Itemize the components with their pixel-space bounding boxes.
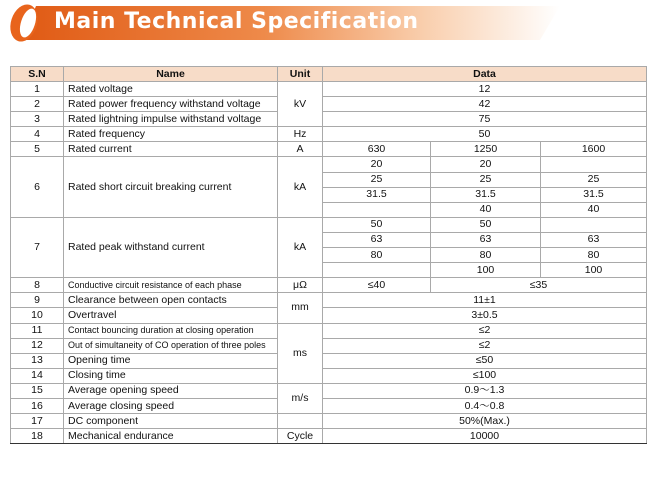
row-data: 63 — [541, 232, 647, 247]
table-row — [11, 368, 647, 383]
row-sn: 15 — [11, 383, 64, 398]
row-data: 12 — [323, 82, 647, 97]
row-data: 3±0.5 — [323, 308, 647, 323]
row-sn: 17 — [11, 414, 64, 429]
row-unit: Cycle — [278, 429, 323, 444]
row-data: 25 — [541, 172, 647, 187]
table-row — [11, 142, 647, 157]
row-unit: kA — [278, 217, 323, 277]
row-data: ≤40 — [323, 278, 431, 293]
row-data: 42 — [323, 97, 647, 112]
row-data: 75 — [323, 112, 647, 127]
row-sn: 1 — [11, 82, 64, 97]
row-data: 80 — [323, 248, 431, 263]
row-name: Out of simultaneity of CO operation of three poles — [64, 338, 278, 353]
row-data — [541, 157, 647, 172]
table-row — [11, 112, 647, 127]
col-sn-header: S.N — [11, 67, 64, 82]
row-name: Rated voltage — [64, 82, 278, 97]
row-data: 100 — [541, 263, 647, 278]
row-sn: 3 — [11, 112, 64, 127]
col-name-header: Name — [64, 67, 278, 82]
row-data: 1600 — [541, 142, 647, 157]
row-sn: 13 — [11, 353, 64, 368]
row-sn: 8 — [11, 278, 64, 293]
table-header-row — [11, 67, 647, 82]
col-unit-header: Unit — [278, 67, 323, 82]
table-row — [11, 353, 647, 368]
row-data: 25 — [431, 172, 541, 187]
row-name: Rated current — [64, 142, 278, 157]
row-name: Mechanical endurance — [64, 429, 278, 444]
row-data: 80 — [431, 248, 541, 263]
row-unit: Hz — [278, 127, 323, 142]
table-row — [11, 323, 647, 338]
table-row — [11, 398, 647, 413]
row-sn: 9 — [11, 293, 64, 308]
table-row — [11, 293, 647, 308]
table-row — [11, 383, 647, 398]
col-data-header: Data — [323, 67, 647, 82]
row-sn: 12 — [11, 338, 64, 353]
row-data: ≤35 — [431, 278, 647, 293]
table-row — [11, 217, 647, 232]
row-name: Conductive circuit resistance of each phase — [64, 278, 278, 293]
row-name: DC component — [64, 414, 278, 429]
row-data: 40 — [431, 202, 541, 217]
row-unit: m/s — [278, 383, 323, 413]
section-banner — [0, 0, 658, 50]
table-row — [11, 429, 647, 444]
table-row — [11, 127, 647, 142]
row-name: Rated short circuit breaking current — [64, 157, 278, 217]
page-title: Main Technical Specification — [54, 9, 419, 34]
row-data: 10000 — [323, 429, 647, 444]
spec-table — [10, 66, 647, 444]
table-row — [11, 82, 647, 97]
row-data: 50 — [323, 217, 431, 232]
row-data: 63 — [323, 232, 431, 247]
row-data — [541, 217, 647, 232]
row-data: 50%(Max.) — [323, 414, 647, 429]
row-data: 40 — [541, 202, 647, 217]
row-data: 31.5 — [431, 187, 541, 202]
row-sn: 16 — [11, 398, 64, 413]
row-name: Rated peak withstand current — [64, 217, 278, 277]
row-data: 11±1 — [323, 293, 647, 308]
row-name: Opening time — [64, 353, 278, 368]
row-name: Closing time — [64, 368, 278, 383]
row-data: 31.5 — [541, 187, 647, 202]
row-data — [323, 202, 431, 217]
row-sn: 4 — [11, 127, 64, 142]
row-sn: 2 — [11, 97, 64, 112]
row-name: Rated lightning impulse withstand voltage — [64, 112, 278, 127]
row-unit: kV — [278, 82, 323, 127]
row-name: Average closing speed — [64, 398, 278, 413]
row-data: ≤100 — [323, 368, 647, 383]
row-name: Overtravel — [64, 308, 278, 323]
row-data: 0.4～0.8 — [323, 398, 647, 413]
row-data: 25 — [323, 172, 431, 187]
row-unit: ms — [278, 323, 323, 383]
table-row — [11, 308, 647, 323]
row-data: 50 — [431, 217, 541, 232]
row-data: 80 — [541, 248, 647, 263]
table-row — [11, 157, 647, 172]
row-data: 31.5 — [323, 187, 431, 202]
row-sn: 7 — [11, 217, 64, 277]
row-data — [323, 263, 431, 278]
row-unit: A — [278, 142, 323, 157]
row-sn: 6 — [11, 157, 64, 217]
row-data: 0.9～1.3 — [323, 383, 647, 398]
row-data: ≤50 — [323, 353, 647, 368]
row-name: Contact bouncing duration at closing operation — [64, 323, 278, 338]
row-sn: 18 — [11, 429, 64, 444]
row-data: 20 — [431, 157, 541, 172]
row-unit — [278, 414, 323, 429]
row-sn: 5 — [11, 142, 64, 157]
row-data: 20 — [323, 157, 431, 172]
row-data: 50 — [323, 127, 647, 142]
row-name: Average opening speed — [64, 383, 278, 398]
row-data: ≤2 — [323, 323, 647, 338]
row-sn: 14 — [11, 368, 64, 383]
row-data: 100 — [431, 263, 541, 278]
row-unit: kA — [278, 157, 323, 217]
row-data: 630 — [323, 142, 431, 157]
row-data: ≤2 — [323, 338, 647, 353]
row-sn: 10 — [11, 308, 64, 323]
table-row — [11, 338, 647, 353]
table-row — [11, 414, 647, 429]
row-data: 63 — [431, 232, 541, 247]
row-sn: 11 — [11, 323, 64, 338]
row-name: Clearance between open contacts — [64, 293, 278, 308]
table-row — [11, 97, 647, 112]
row-name: Rated power frequency withstand voltage — [64, 97, 278, 112]
row-unit: mm — [278, 293, 323, 323]
row-name: Rated frequency — [64, 127, 278, 142]
row-data: 1250 — [431, 142, 541, 157]
table-row — [11, 278, 647, 293]
row-unit: μΩ — [278, 278, 323, 293]
